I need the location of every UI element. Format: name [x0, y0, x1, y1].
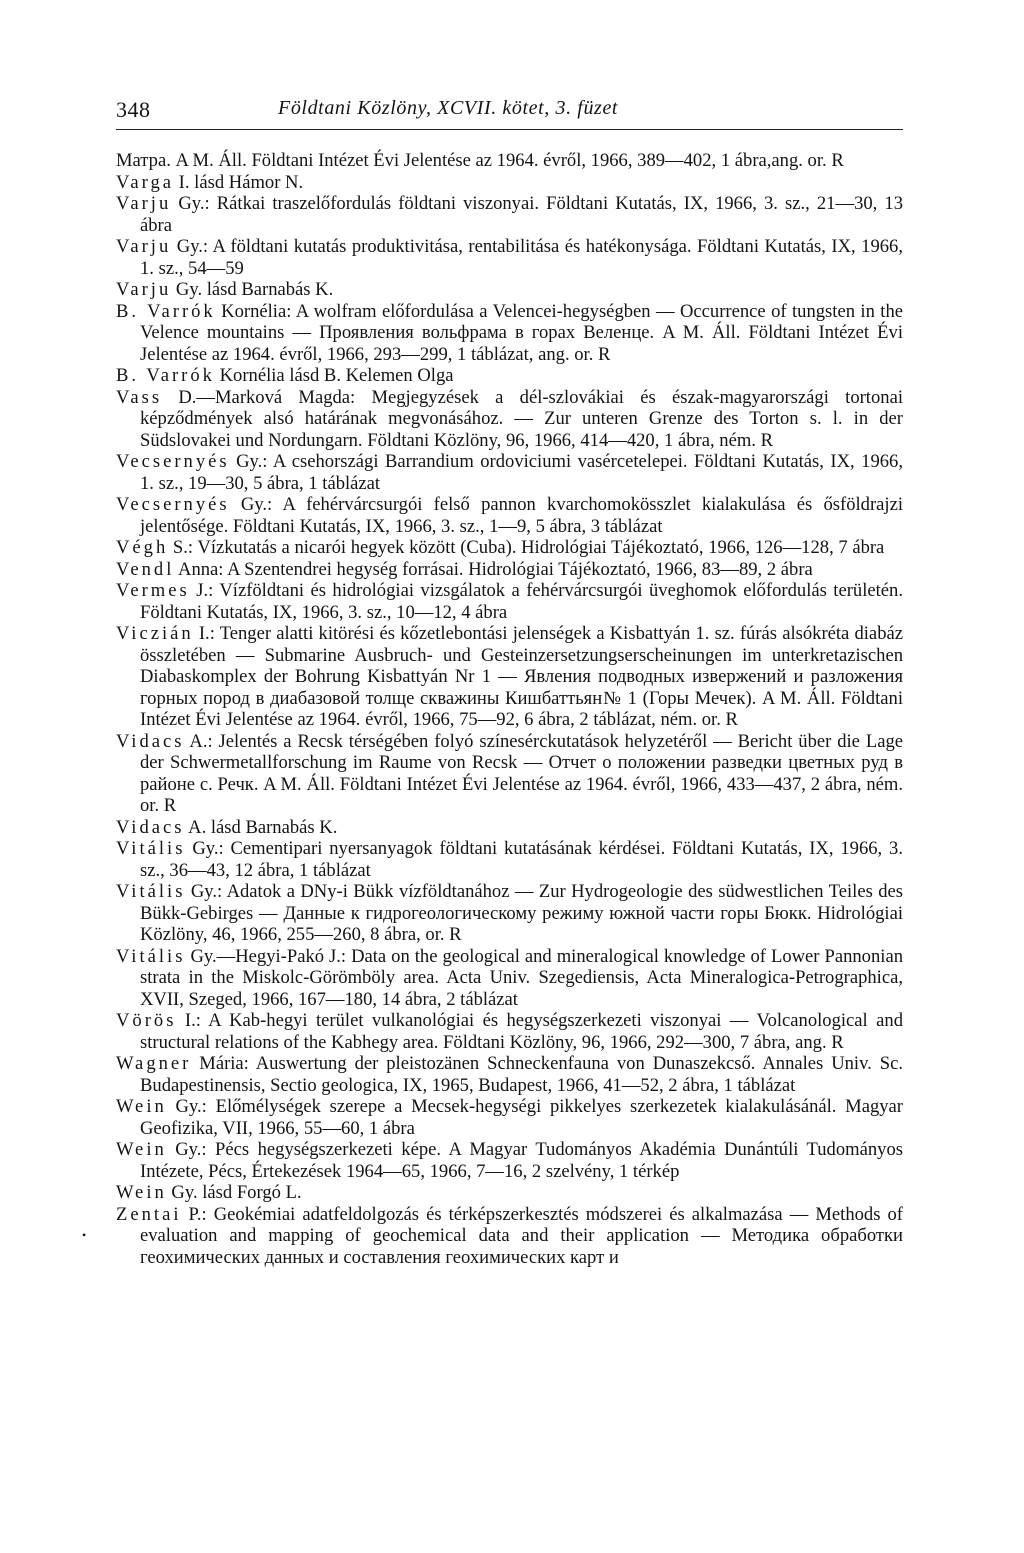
entry-text: Gy.: Pécs hegységszerkezeti képe. A Magyar Tudományos Akadémia Dunántúli Tudományos Intézete, Pécs, Értekezések 1964—65, 1966, 7—16, 2 szelvény, 1 térkép	[140, 1139, 903, 1182]
entry-text: Gy.: A csehországi Barrandium ordoviciumi vasércetelepei. Földtani Kutatás, IX, 1966, 1. sz., 19—30, 5 ábra, 1 táblázat	[140, 451, 903, 494]
author-name: Wein	[116, 1182, 167, 1203]
bibliography-entry	[116, 731, 903, 817]
author-name: Wagner	[116, 1053, 192, 1074]
author-name: Vitális	[116, 881, 186, 902]
bibliography-entry	[116, 193, 903, 236]
bibliography-entry	[116, 172, 903, 194]
author-name: B. Varrók	[116, 365, 215, 386]
entry-text: Gy.: Cementipari nyersanyagok földtani kutatásának kérdései. Földtani Kutatás, IX, 1966, 3. sz., 36—43, 12 ábra, 1 táblázat	[140, 838, 903, 881]
entry-text: I.: Tenger alatti kitörési és kőzetlebontási jelenségek a Kisbattyán 1. sz. fúrás alsókréta diabáz összletében — Submarine Ausbruch- und Gesteinzersetzungserscheinungen im unterkretazischen Diabaskomplex der Bohrung Kisbattyán Nr 1 — Явления подводных извержений и разложения горных пород в диабазовой толще скважины Кишбаттьян№ 1 (Горы Мечек). A M. Áll. Földtani Intézet Évi Jelentése az 1964. évről, 1966, 75—92, 6 ábra, 2 táblázat, ném. or. R	[140, 623, 903, 730]
entry-text: D.—Marková Magda: Megjegyzések a dél-szlovákiai és észak-magyarországi tortonai képződmények alsó határának megvonásához. — Zur unteren Grenze des Torton s. l. in der Südslovakei und Nordungarn. Földtani Közlöny, 96, 1966, 414—420, 1 ábra, ném. R	[140, 386, 903, 451]
page-header	[116, 97, 903, 129]
bibliography-entry	[116, 817, 903, 839]
entry-text: Mária: Auswertung der pleistozänen Schneckenfauna von Dunaszekcső. Annales Univ. Sc. Budapestinensis, Sectio geologica, IX, 1965, Budapest, 1966, 41—52, 2 ábra, 1 táblázat	[140, 1053, 903, 1096]
author-name: Vecsernyés	[116, 451, 230, 472]
author-name: Vendl	[116, 558, 175, 580]
bibliography-entry	[116, 580, 903, 623]
author-name: Vitális	[116, 838, 186, 859]
author-name: B. Varrók	[116, 300, 216, 322]
author-name: Varju	[116, 279, 172, 300]
bibliography-list	[116, 150, 903, 1268]
author-name: Varju	[116, 193, 172, 214]
author-name: Vidacs	[116, 730, 185, 752]
author-name: Varga	[116, 171, 175, 193]
bibliography-entry	[116, 279, 903, 301]
bibliography-entry	[116, 1182, 903, 1204]
bibliography-entry	[116, 236, 903, 279]
entry-text: Матра. A M. Áll. Földtani Intézet Évi Jelentése az 1964. évről, 1966, 389—402, 1 ábra,ang. or. R	[116, 150, 844, 171]
author-name: Zentai	[116, 1203, 182, 1225]
bibliography-entry	[116, 365, 903, 387]
entry-text: Gy.: Rátkai traszelőfordulás földtani viszonyai. Földtani Kutatás, IX, 1966, 3. sz., 21—30, 13 ábra	[140, 193, 903, 236]
bibliography-entry	[116, 1096, 903, 1139]
bibliography-entry	[116, 881, 903, 946]
entry-text: J.: Vízföldtani és hidrológiai vizsgálatok a fehérvárcsurgói üveghomok előfordulás területén. Földtani Kutatás, IX, 1966, 3. sz., 10—12, 4 ábra	[140, 580, 903, 623]
author-name: Vermes	[116, 580, 190, 601]
bibliography-entry	[116, 537, 903, 559]
bibliography-entry	[116, 946, 903, 1011]
author-name: Vidacs	[116, 816, 185, 838]
bibliography-entry	[116, 301, 903, 366]
entry-text: Gy.—Hegyi-Pakó J.: Data on the geological and mineralogical knowledge of Lower Pannonian strata in the Miskolc-Görömböly area. Acta Univ. Szegediensis, Acta Mineralogica-Petrographica, XVII, Szeged, 1966, 167—180, 14 ábra, 2 táblázat	[140, 945, 903, 1010]
author-name: Wein	[116, 1096, 167, 1117]
entry-text: Anna: A Szentendrei hegység forrásai. Hidrológiai Tájékoztató, 1966, 83—89, 2 ábra	[174, 558, 813, 580]
running-title: Földtani Közlöny, XCVII. kötet, 3. füzet	[278, 97, 619, 119]
entry-text: Kornélia lásd B. Kelemen Olga	[214, 365, 454, 386]
entry-text: I.: A Kab-hegyi terület vulkanológiai és hegységszerkezeti viszonyai — Volcanological and structural relations of the Kabhegy area. Földtani Közlöny, 96, 1966, 292—300, 7 ábra, ang. R	[140, 1010, 903, 1053]
entry-text: Gy.: Előmélységek szerepe a Mecsek-hegységi pikkelyes szerkezetek kialakulásánál. Magyar Geofizika, VII, 1966, 55—60, 1 ábra	[140, 1096, 903, 1139]
entry-text: Gy.: A fehérvárcsurgói felső pannon kvarchomokösszlet kialakulása és ősföldrajzi jelentősége. Földtani Kutatás, IX, 1966, 3. sz., 1—9, 5 ábra, 3 táblázat	[140, 494, 903, 537]
page-number: 348	[116, 97, 151, 122]
header-rule	[116, 129, 903, 130]
entry-text: Gy. lásd Barnabás K.	[171, 279, 334, 300]
bibliography-entry	[116, 1139, 903, 1182]
entry-text: A.: Jelentés a Recsk térségében folyó színesérckutatások helyzetéről — Bericht über die Lage der Schwermetallforschung im Raume von Recsk — Отчет о положении разведки цветных руд в районе с. Речк. A M. Áll. Földtani Intézet Évi Jelentése az 1964. évről, 1966, 433—437, 2 ábra, ném. or. R	[140, 730, 903, 816]
entry-text: Gy.: A földtani kutatás produktivitása, rentabilitása és hatékonysága. Földtani Kutatás, IX, 1966, 1. sz., 54—59	[140, 236, 903, 279]
bibliography-entry	[116, 1010, 903, 1053]
entry-text: I. lásd Hámor N.	[174, 171, 304, 193]
author-name: Viczián	[116, 623, 194, 644]
entry-text: A. lásd Barnabás K.	[184, 816, 338, 838]
bibliography-entry	[116, 1053, 903, 1096]
entry-text: P.: Geokémiai adatfeldolgozás és térképszerkesztés módszerei és alkalmazása — Methods of evaluation and mapping of geochemical data and their application — Методика обработки геохимических данных и составления геохимических карт и	[140, 1203, 903, 1268]
author-name: Varju	[116, 236, 172, 257]
bibliography-entry	[116, 150, 903, 172]
entry-text: Gy. lásd Forgó L.	[166, 1182, 302, 1203]
entry-text: S.: Vízkutatás a nicarói hegyek között (Cuba). Hidrológiai Tájékoztató, 1966, 126—128, 7 ábra	[168, 537, 885, 558]
margin-mark: •	[82, 1228, 87, 1242]
author-name: Vitális	[116, 945, 186, 967]
author-name: Vass	[116, 386, 163, 408]
author-name: Vörös	[116, 1010, 177, 1031]
author-name: Vecsernyés	[116, 494, 230, 515]
bibliography-entry	[116, 559, 903, 581]
entry-text: Kornélia: A wolfram előfordulása a Velencei-hegységben — Occurrence of tungsten in the Velence mountains — Проявления вольфрама в горах Веленце. A M. Áll. Földtani Intézet Évi Jelentése az 1964. évről, 1966, 293—299, 1 táblázat, ang. or. R	[140, 300, 903, 365]
bibliography-entry	[116, 1204, 903, 1269]
author-name: Végh	[116, 537, 169, 558]
bibliography-entry	[116, 494, 903, 537]
bibliography-entry	[116, 451, 903, 494]
entry-text: Gy.: Adatok a DNy-i Bükk vízföldtanához — Zur Hydrogeologie des südwestlichen Teiles des Bükk-Gebirges — Данные к гидрогеологическому режиму южной части горы Бюкк. Hidrológiai Közlöny, 46, 1966, 255—260, 8 ábra, or. R	[140, 881, 903, 945]
author-name: Wein	[116, 1139, 167, 1160]
bibliography-entry	[116, 838, 903, 881]
bibliography-entry	[116, 387, 903, 452]
bibliography-entry	[116, 623, 903, 731]
